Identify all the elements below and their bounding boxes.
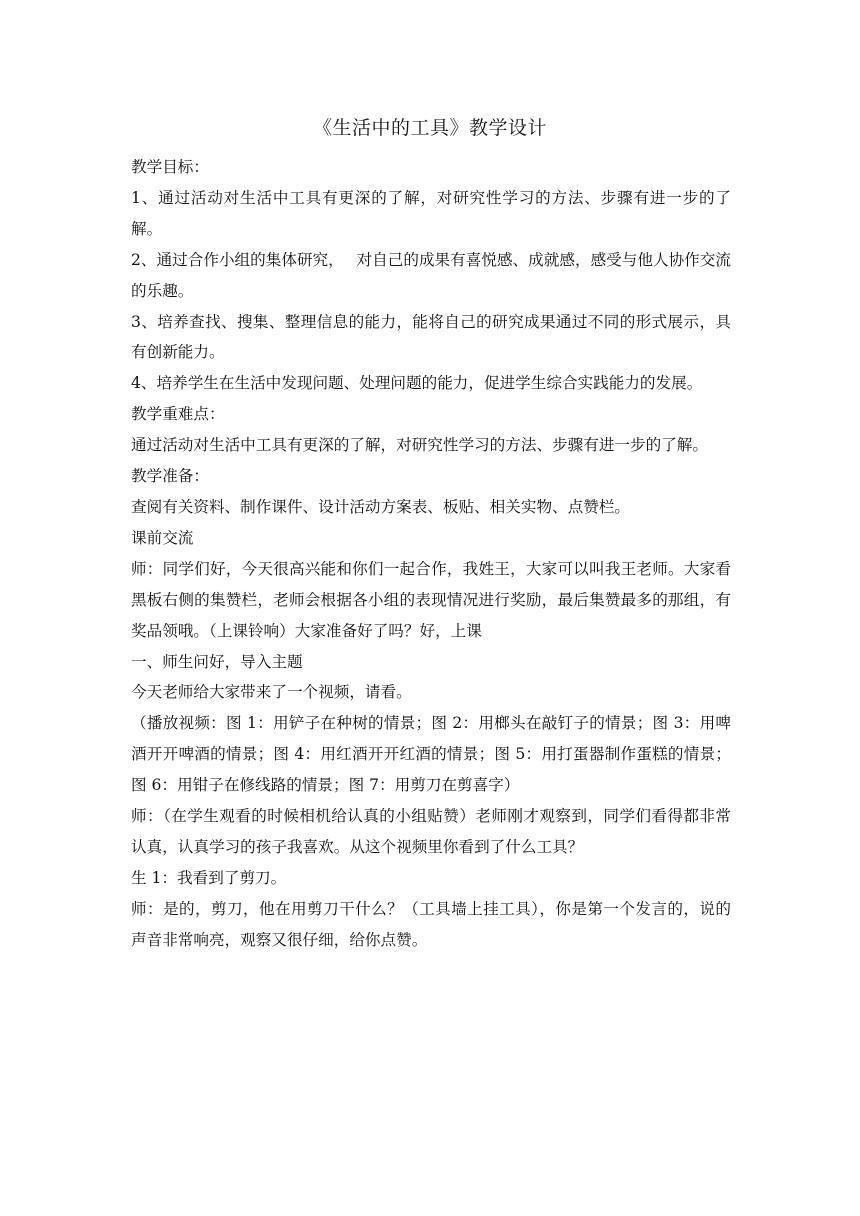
section-heading-1: 一、师生问好，导入主题 xyxy=(131,652,303,671)
heading-pre-class: 课前交流 xyxy=(131,528,194,547)
heading-key-points: 教学重难点： xyxy=(131,405,225,424)
goal-item-3: 3、培养查找、搜集、整理信息的能力，能将自己的研究成果通过不同的形式展示，具有创新能力。 xyxy=(131,312,731,362)
heading-preparation: 教学准备： xyxy=(131,467,209,486)
goal-item-2: 2、通过合作小组的集体研究， 对自己的成果有喜悦感、成就感，感受与他人协作交流的乐趣。 xyxy=(131,250,731,300)
preparation-text: 查阅有关资料、制作课件、设计活动方案表、板贴、相关实物、点赞栏。 xyxy=(131,497,631,516)
heading-teaching-goals: 教学目标： xyxy=(131,158,209,176)
video-intro: 今天老师给大家带来了一个视频，请看。 xyxy=(131,683,412,702)
teacher-dialogue-1: 师：（在学生观看的时候相机给认真的小组贴赞）老师刚才观察到，同学们看得都非常认真，认真学习的孩子我喜欢。从这个视频里你看到了什么工具？ xyxy=(131,807,731,856)
student-dialogue-1: 生 1：我看到了剪刀。 xyxy=(131,868,287,887)
key-points-text: 通过活动对生活中工具有更深的了解，对研究性学习的方法、步骤有进一步的了解。 xyxy=(131,436,708,455)
document-title: 《生活中的工具》教学设计 xyxy=(312,117,547,139)
teacher-dialogue-2: 师：是的，剪刀，他在用剪刀干什么？（工具墙上挂工具），你是第一个发言的，说的声音非常响亮，观察又很仔细，给你点赞。 xyxy=(131,899,731,949)
goal-item-1: 1、通过活动对生活中工具有更深的了解，对研究性学习的方法、步骤有进一步的了解。 xyxy=(131,188,731,238)
goal-item-4: 4、培养学生在生活中发现问题、处理问题的能力，促进学生综合实践能力的发展。 xyxy=(131,374,703,393)
document-body xyxy=(131,152,731,956)
video-description: （播放视频：图 1：用铲子在种树的情景；图 2：用榔头在敲钉子的情景；图 3：用啤酒开开啤酒的情景；图 4：用红酒开开红酒的情景；图 5：用打蛋器制作蛋糕的情景；图 6：用钳子在修线路的情景；图 7：用剪刀在剪喜字） xyxy=(131,714,731,795)
pre-class-dialogue: 师：同学们好，今天很高兴能和你们一起合作，我姓王，大家可以叫我王老师。大家看黑板右侧的集赞栏，老师会根据各小组的表现情况进行奖励，最后集赞最多的那组，有奖品领哦。（上课铃响）大家准备好了吗？好，上课 xyxy=(131,559,731,640)
